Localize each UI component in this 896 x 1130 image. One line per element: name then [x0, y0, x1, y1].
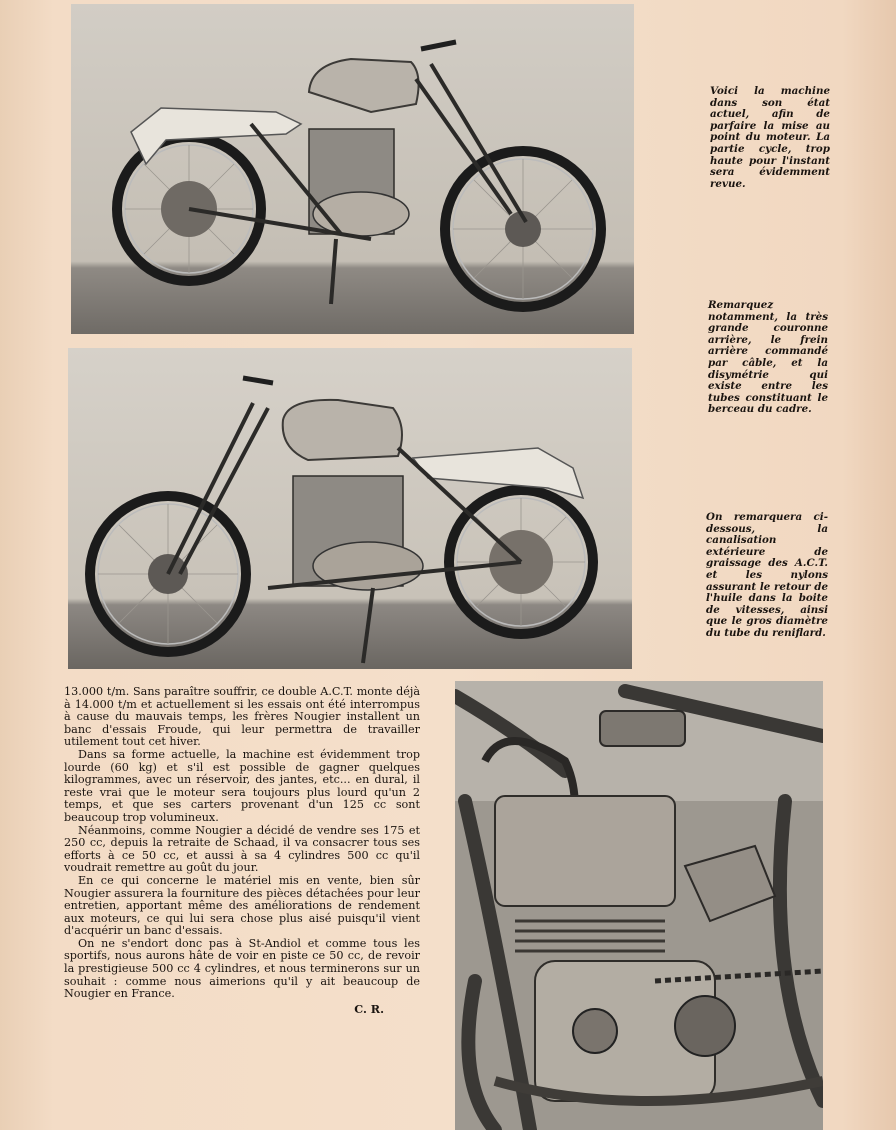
- caption-photo-2: [708, 300, 828, 416]
- caption-photo-3: [706, 512, 828, 640]
- photo-engine-closeup: [455, 681, 823, 1130]
- article-paragraph: On ne s'endort donc pas à St-Andiol et comme tous les sportifs, nous aurons hâte de voir en piste ce 50 cc, de revoir la prestigieuse 500 cc 4 cylindres, et nous terminerons sur un souhait : comme nous aimerions qu'il y ait beaucoup de Nougier en France.: [64, 936, 420, 1001]
- caption-photo-2-text: Remarquez notamment, la très grande couronne arrière, le frein arrière commandé par câble, et la disymétrie qui existe entre les tubes constituant le berceau du cadre.: [708, 299, 828, 416]
- article-paragraph: Néanmoins, comme Nougier a décidé de vendre ses 175 et 250 cc, depuis la retraite de Schaad, il va consacrer tous ses efforts à ce 50 cc, et aussi à sa 4 cylindres 500 cc qu'il voudrait remettre au goût du jour.: [64, 823, 420, 875]
- caption-photo-1: [710, 86, 830, 190]
- article-body: [64, 686, 420, 1015]
- article-paragraph: Dans sa forme actuelle, la machine est évidemment trop lourde (60 kg) et s'il est possible de gagner quelques kilogrammes, avec un réservoir, des jantes, etc... en dural, il reste vrai que le moteur sera toujours plus lourd qu'un 2 temps, et que ses carters provenant d'un 125 cc sont beaucoup trop volumineux.: [64, 747, 420, 824]
- article-paragraph: En ce qui concerne le matériel mis en vente, bien sûr Nougier assurera la fourniture des pièces détachées pour leur entretien, apportant même des améliorations de rendement aux moteurs, ce qui lui sera chose plus aisé puisqu'il vient d'acquérir un banc d'essais.: [64, 873, 420, 938]
- caption-photo-1-text: Voici la machine dans son état actuel, afin de parfaire la mise au point du moteur. La partie cycle, trop haute pour l'instant sera évidemment revue.: [710, 85, 830, 190]
- author-signature: C. R.: [354, 1001, 384, 1016]
- caption-photo-3-text: On remarquera ci-dessous, la canalisation extérieure de graissage des A.C.T. et les nylons assurant le retour de l'huile dans la boite de vitesses, ainsi que le gros diamètre du tube du reniflard.: [706, 511, 828, 639]
- photo-motorcycle-right-side: [71, 4, 634, 334]
- article-paragraph: 13.000 t/m. Sans paraître souffrir, ce double A.C.T. monte déjà à 14.000 t/m et actuellement si les essais ont été interrompus à cause du mauvais temps, les frères Nougier installent un banc d'essais Froude, qui leur permettra de travailler utilement tout cet hiver.: [64, 685, 420, 749]
- photo-motorcycle-left-side: [68, 348, 632, 669]
